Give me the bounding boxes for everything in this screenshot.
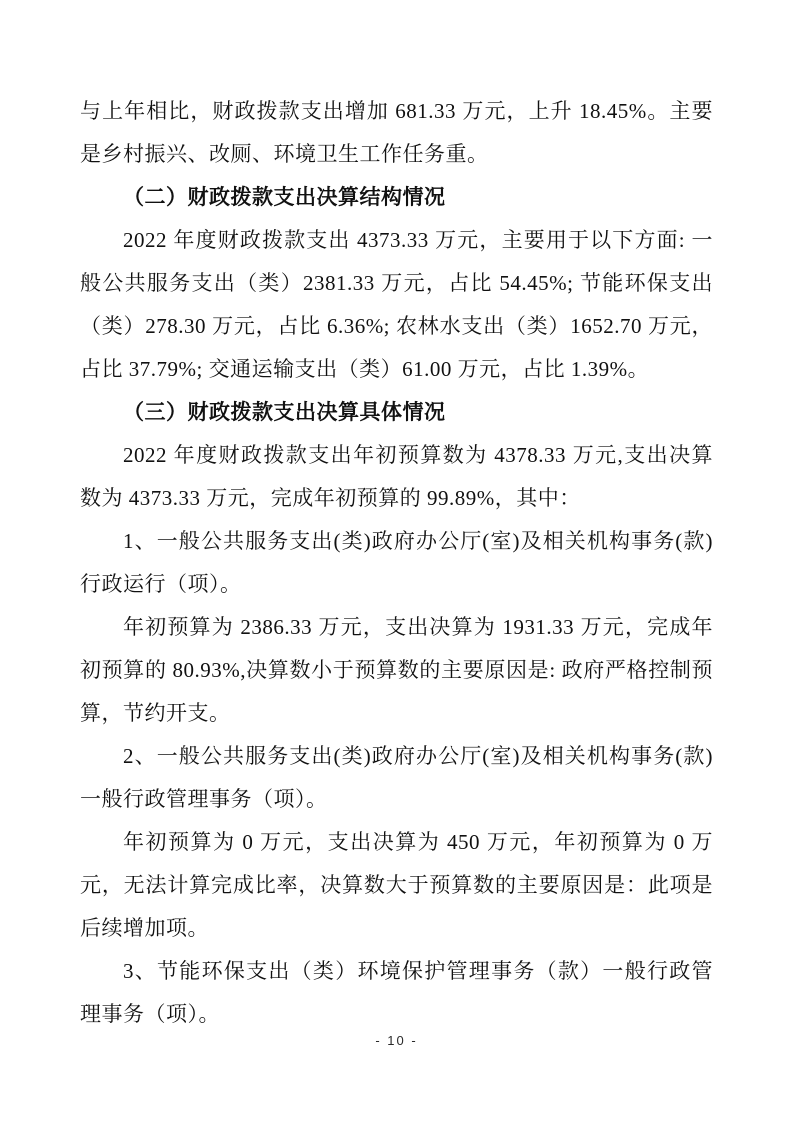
paragraph-item-1-title: 1、一般公共服务支出(类)政府办公厅(室)及相关机构事务(款)行政运行（项）。 [80, 529, 713, 596]
paragraph-item-1-detail: 年初预算为 2386.33 万元，支出决算为 1931.33 万元，完成年初预算的 80.93%,决算数小于预算数的主要原因是: 政府严格控制预算，节约开支。 [80, 615, 713, 725]
page-number: - 10 - [375, 1033, 418, 1048]
paragraph-expenditure-structure: 2022 年度财政拨款支出 4373.33 万元，主要用于以下方面: 一般公共服务支出（类）2381.33 万元，占比 54.45%; 节能环保支出（类）278.30 万元，占比 6.36%; 农林水支出（类）1652.70 万元，占比 37.79%; 交通运输支出（类）61.00 万元，占比 1.39%。 [80, 228, 713, 381]
document-text-block [80, 90, 713, 1036]
paragraph-item-2-title: 2、一般公共服务支出(类)政府办公厅(室)及相关机构事务(款)一般行政管理事务（项）。 [80, 744, 713, 811]
paragraph-yoy-comparison: 与上年相比，财政拨款支出增加 681.33 万元，上升 18.45%。主要是乡村振兴、改厕、环境卫生工作任务重。 [80, 99, 713, 166]
paragraph-item-3-title: 3、节能环保支出（类）环境保护管理事务（款）一般行政管理事务（项）。 [80, 959, 713, 1026]
heading-section-3: （三）财政拨款支出决算具体情况 [123, 400, 446, 424]
paragraph-item-2-detail: 年初预算为 0 万元，支出决算为 450 万元，年初预算为 0 万元，无法计算完成比率，决算数大于预算数的主要原因是：此项是后续增加项。 [80, 830, 713, 940]
heading-section-2: （二）财政拨款支出决算结构情况 [123, 185, 446, 209]
paragraph-budget-vs-final: 2022 年度财政拨款支出年初预算数为 4378.33 万元,支出决算数为 4373.33 万元，完成年初预算的 99.89%，其中： [80, 443, 713, 510]
